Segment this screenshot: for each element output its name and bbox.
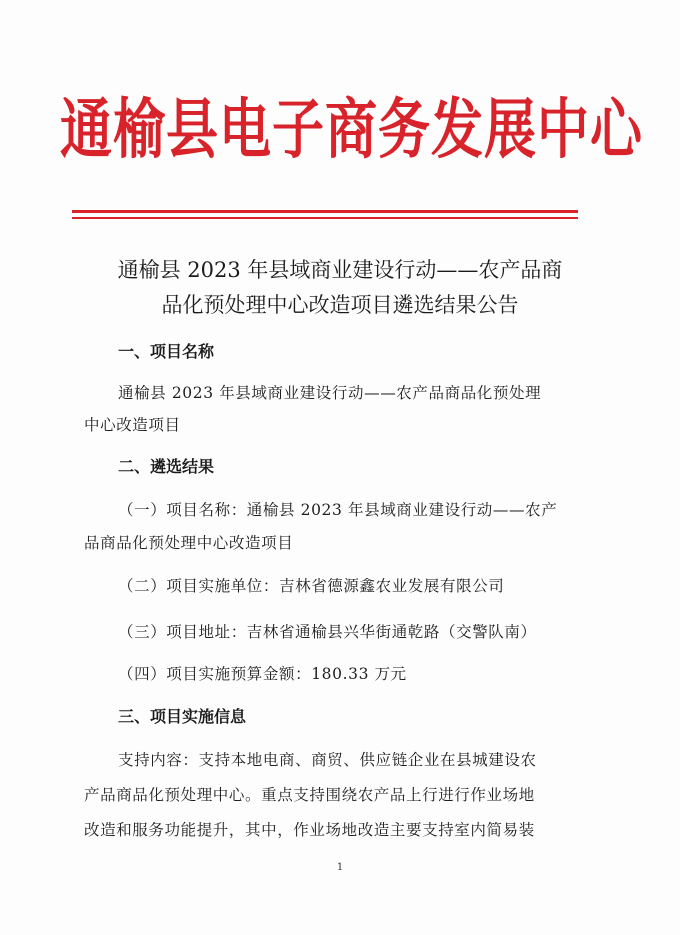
org-letterhead-title: 通榆县电子商务发展中心	[60, 91, 644, 168]
paragraph-line: 通榆县 2023 年县域商业建设行动——农产品商品化预处理	[118, 384, 542, 402]
result-item-project-name: （一）项目名称：通榆县 2023 年县域商业建设行动——农产	[118, 501, 558, 519]
paragraph-line: 支持内容：支持本地电商、商贸、供应链企业在县城建设农	[118, 751, 537, 769]
section-heading-implementation-info: 三、项目实施信息	[118, 707, 247, 726]
result-item-address: （三）项目地址：吉林省通榆县兴华街通乾路（交警队南）	[118, 623, 537, 641]
document-title-line-2: 品化预处理中心改造项目遴选结果公告	[161, 293, 519, 317]
document-title-line-1: 通榆县 2023 年县域商业建设行动——农产品商	[117, 258, 563, 282]
paragraph-line: 改造和服务功能提升，其中，作业场地改造主要支持室内简易装	[84, 821, 535, 839]
section-heading-project-name: 一、项目名称	[118, 342, 215, 361]
letterhead-rule-thick	[72, 210, 578, 213]
section-heading-selection-result: 二、遴选结果	[118, 457, 215, 476]
result-item-budget: （四）项目实施预算金额：180.33 万元	[118, 665, 407, 683]
page-number: 1	[336, 862, 344, 873]
paragraph-line: 品商品化预处理中心改造项目	[84, 534, 294, 552]
paragraph-line: 产品商品化预处理中心。重点支持围绕农产品上行进行作业场地	[84, 786, 535, 804]
paragraph-line: 中心改造项目	[84, 416, 181, 434]
letterhead-rule-thin	[72, 217, 578, 219]
result-item-implementing-unit: （二）项目实施单位：吉林省德源鑫农业发展有限公司	[118, 577, 505, 595]
